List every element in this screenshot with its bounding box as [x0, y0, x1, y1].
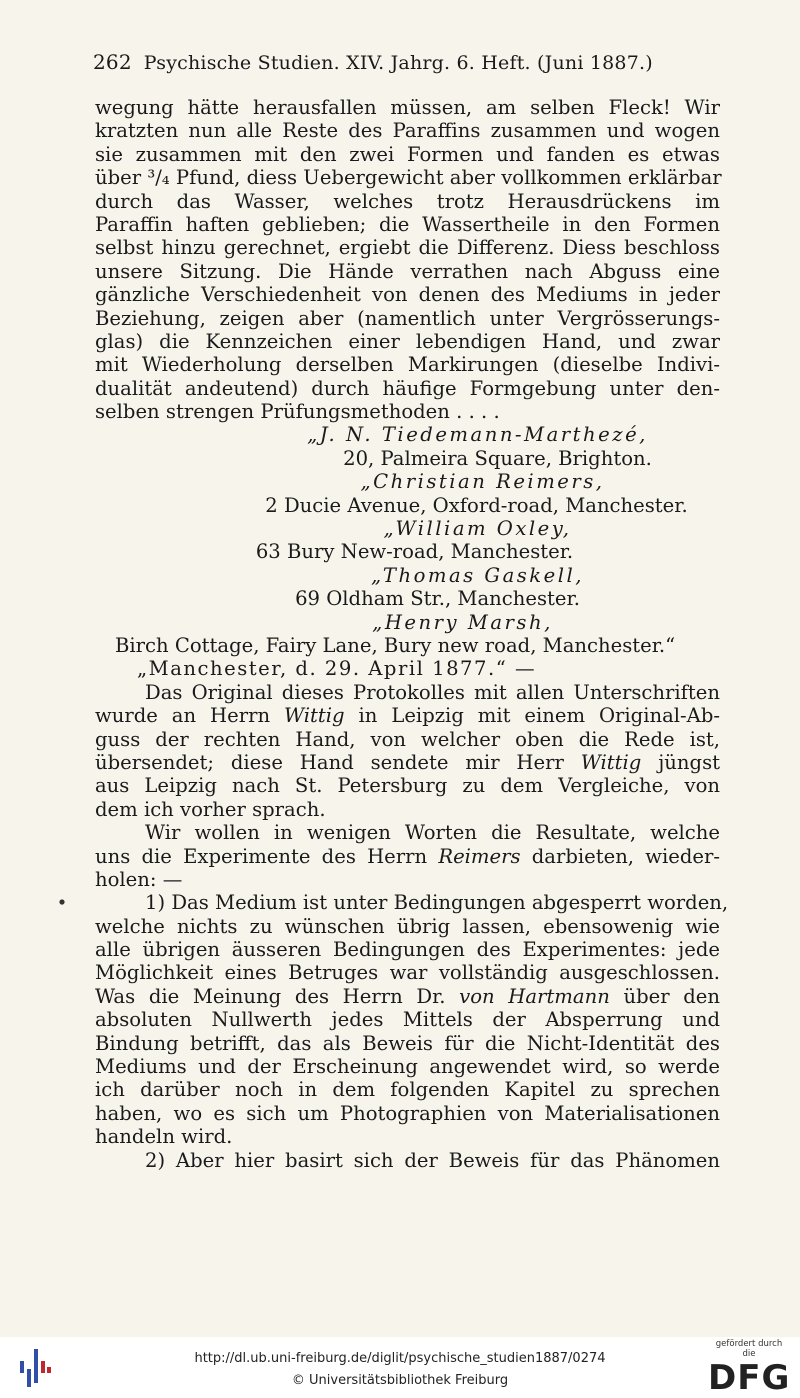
text-line: mit Wiederholung derselben Markirungen (dieselbe Indivi- [95, 353, 720, 377]
text-line: glas) die Kennzeichen einer lebendigen Hand, und zwar [95, 329, 720, 353]
text-line: Beziehung, zeigen aber (namentlich unter Vergrösserungs- [95, 306, 720, 330]
text-line: dem ich vorher sprach. [95, 797, 326, 821]
signature-address: 20, Palmeira Square, Brighton. [343, 446, 652, 470]
copyright-notice: © Universitätsbibliothek Freiburg [291, 1373, 509, 1388]
page-number: 262 [93, 50, 132, 74]
dfg-funding-logo [708, 1339, 791, 1398]
text-line: selben strengen Prüfungsmethoden . . . . [95, 400, 500, 424]
running-title: Psychische Studien. XIV. Jahrg. 6. Heft. (Juni 1887.) [143, 52, 653, 74]
text-line: selbst hinzu gerechnet, ergiebt die Differenz. Diess beschloss [95, 236, 720, 260]
text-line: dualität andeutend) durch häufige Formgebung unter den- [95, 376, 720, 400]
name-reimers: Reimers [438, 844, 521, 868]
text-line: unsere Sitzung. Die Hände verrathen nach Abguss eine [95, 259, 720, 283]
text-line: gänzliche Verschiedenheit von denen des Mediums in jeder [95, 283, 720, 307]
viewer-footer [0, 1337, 800, 1398]
text-line: aus Leipzig nach St. Petersburg zu dem Vergleiche, von [95, 774, 720, 798]
dfg-funding-note: gefördert durch die [715, 1339, 783, 1359]
text-line: Möglichkeit eines Betruges war vollständig ausgeschlossen. [95, 961, 720, 985]
text-line: handeln wird. [95, 1125, 233, 1149]
text-line: alle übrigen äusseren Bedingungen des Experimentes: jede [95, 938, 720, 962]
text-line: durch das Wasser, welches trotz Herausdrückens im [95, 189, 720, 213]
text-line: Paraffin haften geblieben; die Wassertheile in den Formen [95, 212, 720, 236]
signature-address: 69 Oldham Str., Manchester. [295, 587, 580, 611]
signature-name: „Thomas Gaskell, [370, 563, 585, 587]
signature-name: „J. N. Tiedemann-Marthezé, [307, 423, 648, 447]
text-line: Mediums und der Erscheinung angewendet wird, so werde [95, 1055, 720, 1079]
dfg-logo-text: DFG [708, 1358, 791, 1398]
text-line: holen: — [95, 867, 183, 891]
text-line: wurde an Herrn Wittig in Leipzig mit einem Original-Ab- [95, 704, 720, 728]
signature-name: „Christian Reimers, [360, 470, 605, 494]
signature-name: „Henry Marsh, [372, 610, 553, 634]
body-text [95, 96, 729, 1172]
signature-name: „William Oxley, [383, 517, 572, 541]
text-line: Das Original dieses Protokolles mit allen Unterschriften [145, 680, 720, 704]
ink-spot-mark [58, 898, 66, 906]
text-line: welche nichts zu wünschen übrig lassen, ebensowenig wie [95, 914, 720, 938]
name-wittig: Wittig [580, 750, 642, 774]
source-url[interactable]: http://dl.ub.uni-freiburg.de/diglit/psychische_studien1887/0274 [194, 1351, 606, 1366]
text-line: Was die Meinung des Herrn Dr. von Hartmann über den [95, 984, 720, 1008]
text-line: guss der rechten Hand, von welcher oben die Rede ist, [95, 727, 720, 751]
text-line: absoluten Nullwerth jedes Mittels der Absperrung und [95, 1008, 720, 1032]
signature-address: 2 Ducie Avenue, Oxford-road, Manchester. [265, 493, 688, 517]
text-line: Wir wollen in wenigen Worten die Resultate, welche [145, 821, 720, 845]
name-hartmann: von Hartmann [459, 984, 610, 1008]
text-line: kratzten nun alle Reste des Paraffins zusammen und wogen [95, 119, 720, 143]
signature-address: 63 Bury New-road, Manchester. [255, 540, 574, 564]
text-line: wegung hätte herausfallen müssen, am selben Fleck! Wir [95, 96, 720, 119]
text-line: über ³/₄ Pfund, diess Uebergewicht aber vollkommen erklärbar [95, 166, 722, 190]
name-wittig: Wittig [283, 704, 345, 728]
text-line: ich darüber noch in dem folgenden Kapitel zu sprechen [95, 1078, 720, 1102]
text-line: 2) Aber hier basirt sich der Beweis für das Phänomen [145, 1148, 720, 1172]
text-line: haben, wo es sich um Photographien von Materialisationen [95, 1101, 720, 1125]
dateline: „Manchester, d. 29. April 1877.“ — [137, 657, 537, 681]
text-line: sie zusammen mit den zwei Formen und fanden es etwas [95, 142, 720, 166]
text-line: 1) Das Medium ist unter Bedingungen abgesperrt worden, [145, 891, 729, 915]
page-header [93, 50, 673, 74]
signature-address: Birch Cottage, Fairy Lane, Bury new road, Manchester.“ [115, 633, 676, 657]
text-line: uns die Experimente des Herrn Reimers darbieten, wieder- [95, 844, 720, 868]
text-line: übersendet; diese Hand sendete mir Herr Wittig jüngst [95, 750, 720, 774]
text-line: Bindung betrifft, das als Beweis für die Nicht-Identität des [95, 1031, 720, 1055]
